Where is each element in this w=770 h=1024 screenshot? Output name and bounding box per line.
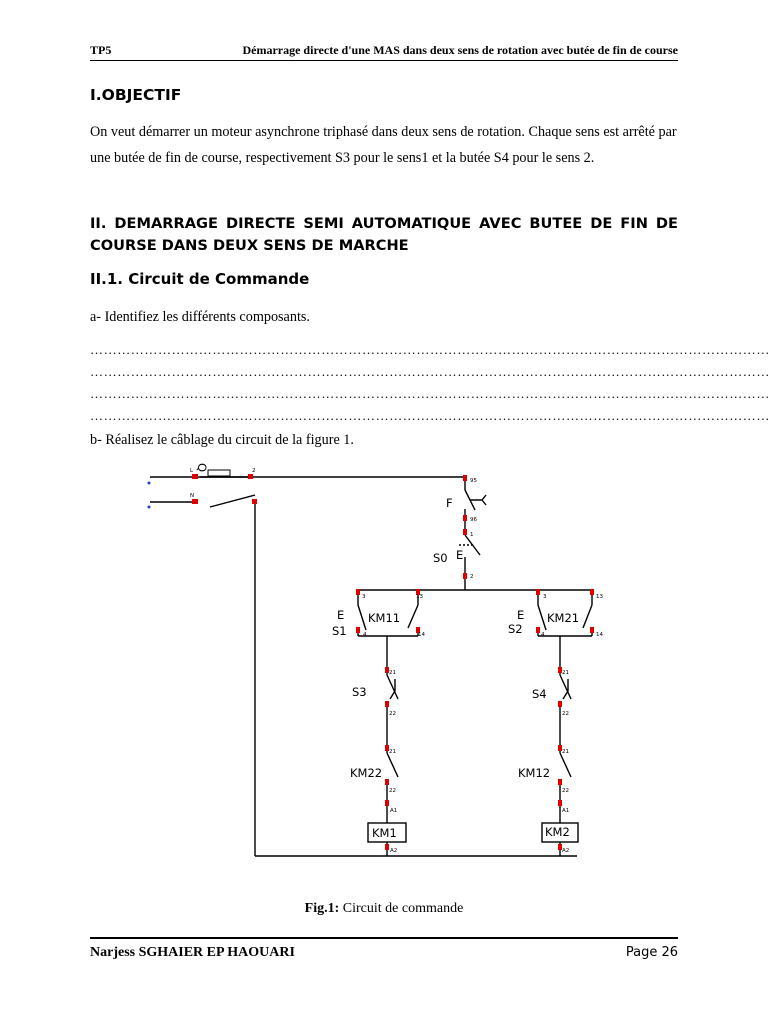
km2-label: KM2 [545, 825, 570, 839]
s2-label: S2 [508, 622, 523, 636]
s4-t21-label: 21 [562, 670, 569, 676]
footer-author: Narjess SGHAIER EP HAOUARI [90, 945, 295, 960]
s1-label: S1 [332, 624, 347, 638]
km11-label: KM11 [368, 611, 401, 625]
answer-line-1[interactable]: …………………………………………………………………………………………………………………………………… [90, 342, 770, 357]
control-circuit-diagram [140, 455, 620, 865]
s2-e-label: E [517, 608, 525, 622]
t2-label: 2 [470, 574, 474, 580]
figure-caption [0, 901, 768, 917]
km11-contact [408, 605, 418, 628]
s3-label: S3 [352, 685, 367, 699]
s0-e-label: E [456, 548, 464, 562]
header-title: Démarrage directe d'une MAS dans deux sens de rotation avec butée de fin de course [242, 43, 678, 57]
s2-contact [538, 605, 546, 630]
section1-title: I.OBJECTIF [90, 86, 182, 104]
q-label: Q [195, 463, 209, 473]
km22-label: KM22 [350, 766, 383, 780]
km1-a2-label: A2 [390, 848, 398, 854]
s3-t21-label: 21 [389, 670, 396, 676]
figure-caption-label: Fig.1: [304, 901, 340, 916]
q-two-label: 2 [252, 468, 256, 474]
figure-caption-text: Circuit de commande [339, 901, 464, 916]
section2-title-line2: COURSE DANS DEUX SENS DE MARCHE [90, 237, 409, 254]
section2-title-line1: II. DEMARRAGE DIRECTE SEMI AUTOMATIQUE AVEC BUTEE DE FIN DE [90, 215, 678, 232]
s1-t3-label: 3 [362, 594, 366, 600]
answer-line-3[interactable]: …………………………………………………………………………………………………………………………………… [90, 386, 770, 401]
km11-t14-label: 14 [418, 632, 425, 638]
s1-t4-label: 4 [363, 632, 367, 638]
n-label: N [190, 493, 195, 499]
s0-label: S0 [433, 551, 448, 565]
s2-t4-label: 4 [541, 632, 545, 638]
page-header [90, 42, 678, 61]
km2-a2-label: A2 [562, 848, 570, 854]
km11-t13-label: 13 [416, 594, 423, 600]
breaker-q-thermal-icon [208, 470, 230, 476]
answer-line-4[interactable]: …………………………………………………………………………………………………………………………………… [90, 408, 770, 423]
km1-label: KM1 [372, 826, 397, 840]
km21-label: KM21 [547, 611, 580, 625]
km12-contact [560, 753, 571, 777]
page-footer [90, 937, 678, 960]
t96-label: 96 [470, 517, 477, 523]
supply-terminal-dots [148, 482, 151, 509]
s4-label: S4 [532, 687, 547, 701]
question-b: b- Réalisez le câblage du circuit de la figure 1. [90, 432, 354, 448]
km21-t13-label: 13 [596, 594, 603, 600]
s1-e-label: E [337, 608, 345, 622]
km22-t21-label: 21 [389, 749, 396, 755]
section21-title: II.1. Circuit de Commande [90, 270, 310, 288]
km12-t22-label: 22 [562, 788, 569, 794]
question-a: a- Identifiez les différents composants. [90, 309, 310, 325]
t95-label: 95 [470, 478, 477, 484]
km22-contact [387, 753, 398, 777]
header-tp-label: TP5 [90, 43, 112, 57]
footer-page-number: Page 26 [625, 945, 678, 960]
t1-label: 1 [470, 532, 474, 538]
km2-a1-label: A1 [562, 808, 570, 814]
s4-t22-label: 22 [562, 711, 569, 717]
km21-contact [583, 605, 592, 628]
s2-t3-label: 3 [543, 594, 547, 600]
s3-t22-label: 22 [389, 711, 396, 717]
s1-contact [358, 605, 366, 630]
l-label: L [190, 468, 194, 474]
km21-t14-label: 14 [596, 632, 603, 638]
km1-a1-label: A1 [390, 808, 398, 814]
answer-line-2[interactable]: …………………………………………………………………………………………………………………………………… [90, 364, 770, 379]
km12-t21-label: 21 [562, 749, 569, 755]
f-label: F [446, 496, 453, 510]
breaker-q-switch [210, 495, 255, 507]
section1-paragraph: On veut démarrer un moteur asynchrone triphasé dans deux sens de rotation. Chaque sens est arrêté par une butée de fin de course, respectivement S3 pour le sens1 et la butée S4 pour le sens 2. [90, 124, 677, 166]
section2-title [90, 213, 678, 257]
km22-t22-label: 22 [389, 788, 396, 794]
km12-label: KM12 [518, 766, 551, 780]
